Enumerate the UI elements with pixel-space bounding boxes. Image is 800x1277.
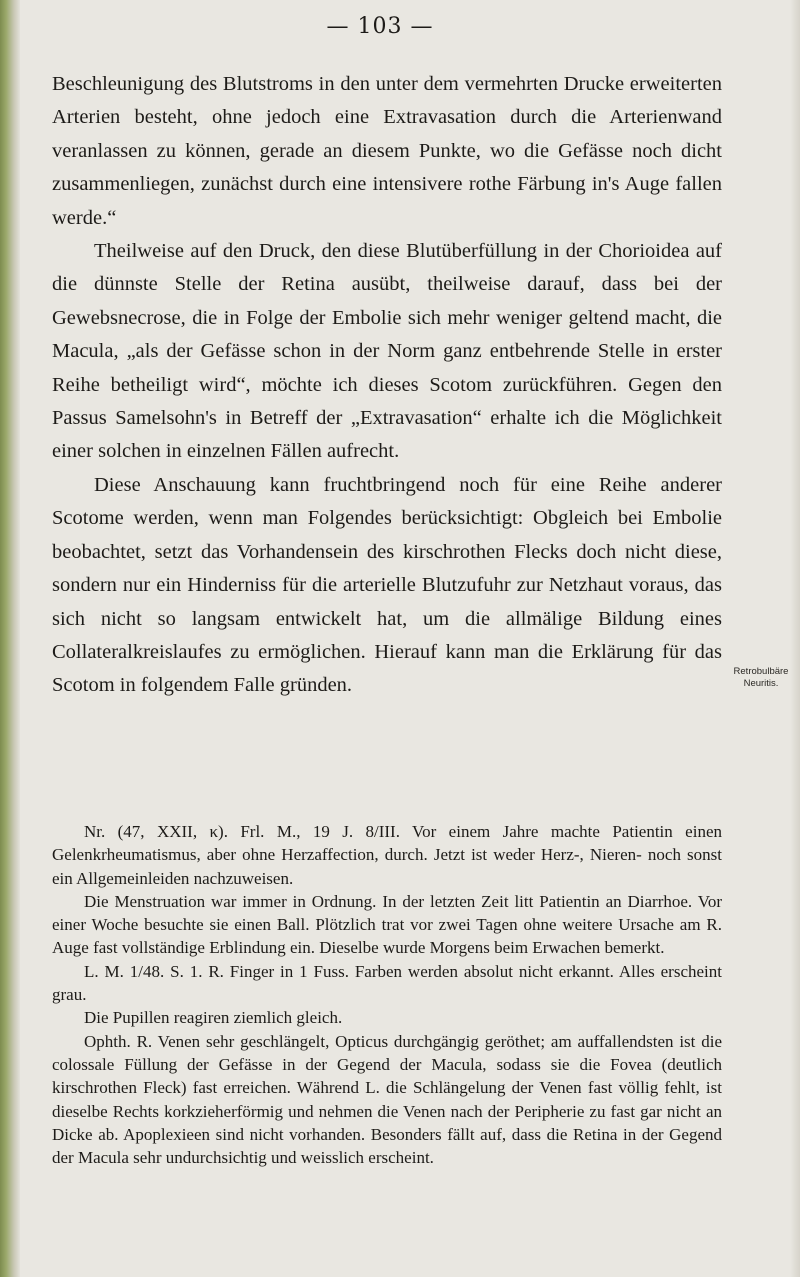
paragraph-1: Beschleunigung des Blutstroms in den unter dem vermehrten Drucke erweiterten Arterien besteht, ohne jedoch eine Extravasation durch die Arterienwand veranlassen zu können, gerade an diesem Punkte, wo die Gefässe noch dicht zusammenliegen, zunächst durch eine intensivere rothe Färbung in's Auge fallen werde.“ xyxy=(52,73,722,229)
book-spine-shadow xyxy=(0,0,20,1277)
main-text xyxy=(52,68,722,703)
page-number: — 103 — xyxy=(326,14,434,39)
paragraph-3: Diese Anschauung kann fruchtbringend noch für eine Reihe anderer Scotome werden, wenn man Folgendes berücksichtigt: Obgleich bei Embolie beobachtet, setzt das Vorhandensein des kirschrothen Flecks doch nicht diese, sondern nur ein Hinderniss für die arterielle Blutzufuhr zur Netzhaut voraus, das sich nicht so langsam entwickelt hat, um die allmälige Bildung eines Collateralkreislaufes zu ermöglichen. Hierauf kann man die Erklärung für das Scotom in folgendem Falle gründen. xyxy=(52,473,722,697)
case-paragraph-3: L. M. 1/48. S. 1. R. Finger in 1 Fuss. Farben werden absolut nicht erkannt. Alles erscheint grau. xyxy=(52,961,722,1005)
case-paragraph-2: Die Menstruation war immer in Ordnung. In der letzten Zeit litt Patientin an Diarrhoe. Vor einer Woche besuchte sie einen Ball. Plötzlich trat vor zwei Tagen ohne weitere Ursache am R. Auge fast vollständige Erblindung ein. Dieselbe wurde Morgens beim Erwachen bemerkt. xyxy=(52,891,722,958)
page-edge xyxy=(790,0,800,1277)
case-paragraph-4: Die Pupillen reagiren ziemlich gleich. xyxy=(84,1008,343,1028)
margin-note-line-1: Retrobulbäre xyxy=(733,666,789,677)
margin-note-line-2: Neuritis. xyxy=(743,678,779,689)
case-paragraph-5: Ophth. R. Venen sehr geschlängelt, Opticus durchgängig geröthet; am auffallendsten ist die colossale Füllung der Gefässe in der Gegend der Macula, sodass sie die Fovea (deutlich kirschrothen Fleck) fast erreichen. Während L. die Schlängelung der Venen fast völlig fehlt, ist dieselbe Rechts korkzieherförmig und nehmen die Venen nach der Peripherie zu fast gar nicht an Dicke ab. Apoplexieen sind nicht vorhanden. Besonders fällt auf, dass die Retina in der Gegend der Macula sehr undurchsichtig und weisslich erscheint. xyxy=(52,1031,722,1168)
case-paragraph-1: Nr. (47, XXII, κ). Frl. M., 19 J. 8/III. Vor einem Jahre machte Patientin einen Gelenkrheumatismus, aber ohne Herzaffection, durch. Jetzt ist weder Herz-, Nieren- noch sonst ein Allgemeinleiden nachzuweisen. xyxy=(52,822,722,888)
case-report xyxy=(52,820,722,1169)
margin-note xyxy=(728,666,794,690)
paragraph-2: Theilweise auf den Druck, den diese Blutüberfüllung in der Chorioidea auf die dünnste Stelle der Retina ausübt, theilweise darauf, dass bei der Gewebsnecrose, die in Folge der Embolie sich mehr weniger geltend macht, die Macula, „als der Gefässe schon in der Norm ganz entbehrende Stelle in erster Reihe betheiligt wird“, möchte ich dieses Scotom zurückführen. Gegen den Passus Samelsohn's in Betreff der „Extravasation“ erhalte ich die Möglichkeit einer solchen in einzelnen Fällen aufrecht. xyxy=(52,240,722,463)
